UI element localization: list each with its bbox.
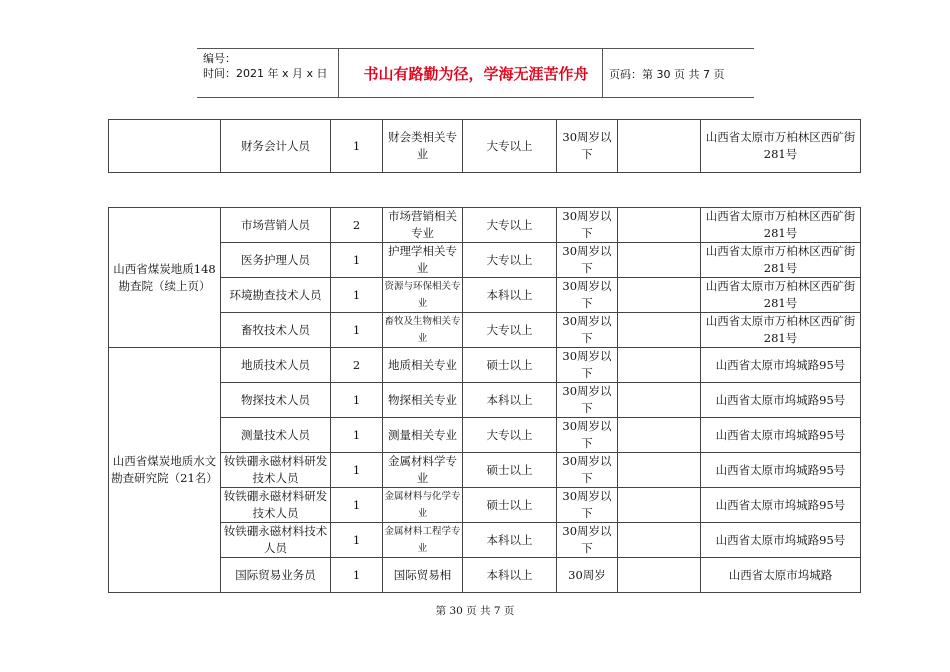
table-row bbox=[109, 383, 861, 418]
major-cell: 畜牧及生物相关专业 bbox=[383, 313, 463, 348]
other-cell bbox=[618, 313, 701, 348]
header-page-label: 页码：第 30 页 共 7 页 bbox=[609, 68, 725, 81]
count-cell: 2 bbox=[331, 208, 383, 243]
other-cell bbox=[618, 208, 701, 243]
count-cell: 1 bbox=[331, 488, 383, 523]
position-cell: 钕铁硼永磁材料研发技术人员 bbox=[221, 488, 331, 523]
page-footer: 第 30 页 共 7 页 bbox=[435, 605, 515, 617]
age-cell: 30周岁以下 bbox=[557, 488, 618, 523]
table-row bbox=[109, 488, 861, 523]
major-cell: 测量相关专业 bbox=[383, 418, 463, 453]
major-cell: 财会类相关专业 bbox=[383, 120, 463, 173]
age-cell: 30周岁以下 bbox=[557, 383, 618, 418]
position-cell: 物探技术人员 bbox=[221, 383, 331, 418]
education-cell: 本科以上 bbox=[463, 558, 557, 593]
header-divider bbox=[338, 49, 339, 97]
address-cell: 山西省太原市坞城路 bbox=[701, 558, 861, 593]
major-cell: 物探相关专业 bbox=[383, 383, 463, 418]
page-header bbox=[197, 48, 754, 98]
position-cell: 市场营销人员 bbox=[221, 208, 331, 243]
other-cell bbox=[618, 278, 701, 313]
table-row bbox=[109, 558, 861, 593]
unit-name-cell: 山西省煤炭地质148勘查院（续上页） bbox=[109, 208, 221, 348]
major-cell: 护理学相关专业 bbox=[383, 243, 463, 278]
header-divider bbox=[602, 49, 603, 97]
major-cell: 金属材料与化学专业 bbox=[383, 488, 463, 523]
major-cell: 国际贸易相 bbox=[383, 558, 463, 593]
table-row bbox=[109, 208, 861, 243]
other-cell bbox=[618, 418, 701, 453]
other-cell bbox=[618, 348, 701, 383]
table-row bbox=[109, 243, 861, 278]
position-cell: 地质技术人员 bbox=[221, 348, 331, 383]
education-cell: 大专以上 bbox=[463, 418, 557, 453]
age-cell: 30周岁以下 bbox=[557, 120, 618, 173]
other-cell bbox=[618, 243, 701, 278]
unit-name-cell bbox=[109, 120, 221, 173]
count-cell: 1 bbox=[331, 120, 383, 173]
age-cell: 30周岁以下 bbox=[557, 313, 618, 348]
age-cell: 30周岁以下 bbox=[557, 523, 618, 558]
education-cell: 本科以上 bbox=[463, 383, 557, 418]
header-motto: 书山有路勤为径，学海无涯苦作舟 bbox=[363, 65, 589, 83]
address-cell: 山西省太原市坞城路95号 bbox=[701, 523, 861, 558]
count-cell: 1 bbox=[331, 558, 383, 593]
position-cell: 钕铁硼永磁材料研发技术人员 bbox=[221, 453, 331, 488]
age-cell: 30周岁以下 bbox=[557, 453, 618, 488]
position-cell: 医务护理人员 bbox=[221, 243, 331, 278]
other-cell bbox=[618, 453, 701, 488]
address-cell: 山西省太原市万柏林区西矿街281号 bbox=[701, 278, 861, 313]
position-cell: 钕铁硼永磁材料技术人员 bbox=[221, 523, 331, 558]
count-cell: 1 bbox=[331, 313, 383, 348]
table-row bbox=[109, 120, 861, 173]
header-left bbox=[203, 51, 328, 81]
education-cell: 本科以上 bbox=[463, 278, 557, 313]
position-cell: 畜牧技术人员 bbox=[221, 313, 331, 348]
age-cell: 30周岁 bbox=[557, 558, 618, 593]
other-cell bbox=[618, 120, 701, 173]
major-cell: 市场营销相关专业 bbox=[383, 208, 463, 243]
major-cell: 地质相关专业 bbox=[383, 348, 463, 383]
address-cell: 山西省太原市万柏林区西矿街281号 bbox=[701, 208, 861, 243]
address-cell: 山西省太原市坞城路95号 bbox=[701, 348, 861, 383]
address-cell: 山西省太原市坞城路95号 bbox=[701, 418, 861, 453]
major-cell: 金属材料工程学专业 bbox=[383, 523, 463, 558]
count-cell: 1 bbox=[331, 278, 383, 313]
address-cell: 山西省太原市万柏林区西矿街281号 bbox=[701, 243, 861, 278]
table-row bbox=[109, 348, 861, 383]
count-cell: 1 bbox=[331, 243, 383, 278]
table-row bbox=[109, 523, 861, 558]
education-cell: 硕士以上 bbox=[463, 348, 557, 383]
education-cell: 大专以上 bbox=[463, 208, 557, 243]
other-cell bbox=[618, 383, 701, 418]
position-cell: 测量技术人员 bbox=[221, 418, 331, 453]
address-cell: 山西省太原市坞城路95号 bbox=[701, 453, 861, 488]
count-cell: 2 bbox=[331, 348, 383, 383]
major-cell: 金属材料学专业 bbox=[383, 453, 463, 488]
count-cell: 1 bbox=[331, 523, 383, 558]
recruitment-table bbox=[108, 207, 861, 593]
table-row bbox=[109, 418, 861, 453]
address-cell: 山西省太原市万柏林区西矿街281号 bbox=[701, 120, 861, 173]
age-cell: 30周岁以下 bbox=[557, 208, 618, 243]
count-cell: 1 bbox=[331, 418, 383, 453]
count-cell: 1 bbox=[331, 383, 383, 418]
number-label: 编号： bbox=[203, 52, 236, 65]
position-cell: 国际贸易业务员 bbox=[221, 558, 331, 593]
time-label: 时间：2021 年 x 月 x 日 bbox=[203, 67, 328, 80]
address-cell: 山西省太原市坞城路95号 bbox=[701, 488, 861, 523]
age-cell: 30周岁以下 bbox=[557, 243, 618, 278]
age-cell: 30周岁以下 bbox=[557, 418, 618, 453]
age-cell: 30周岁以下 bbox=[557, 278, 618, 313]
position-cell: 环境勘查技术人员 bbox=[221, 278, 331, 313]
other-cell bbox=[618, 488, 701, 523]
education-cell: 大专以上 bbox=[463, 243, 557, 278]
table-row bbox=[109, 453, 861, 488]
other-cell bbox=[618, 523, 701, 558]
unit-name-cell: 山西省煤炭地质水文勘查研究院（21名） bbox=[109, 348, 221, 593]
position-cell: 财务会计人员 bbox=[221, 120, 331, 173]
age-cell: 30周岁以下 bbox=[557, 348, 618, 383]
table-row bbox=[109, 313, 861, 348]
other-cell bbox=[618, 558, 701, 593]
education-cell: 本科以上 bbox=[463, 523, 557, 558]
table-row bbox=[109, 278, 861, 313]
address-cell: 山西省太原市万柏林区西矿街281号 bbox=[701, 313, 861, 348]
education-cell: 大专以上 bbox=[463, 120, 557, 173]
education-cell: 大专以上 bbox=[463, 313, 557, 348]
count-cell: 1 bbox=[331, 453, 383, 488]
recruitment-table-top bbox=[108, 119, 861, 173]
address-cell: 山西省太原市坞城路95号 bbox=[701, 383, 861, 418]
education-cell: 硕士以上 bbox=[463, 453, 557, 488]
major-cell: 资源与环保相关专业 bbox=[383, 278, 463, 313]
education-cell: 硕士以上 bbox=[463, 488, 557, 523]
